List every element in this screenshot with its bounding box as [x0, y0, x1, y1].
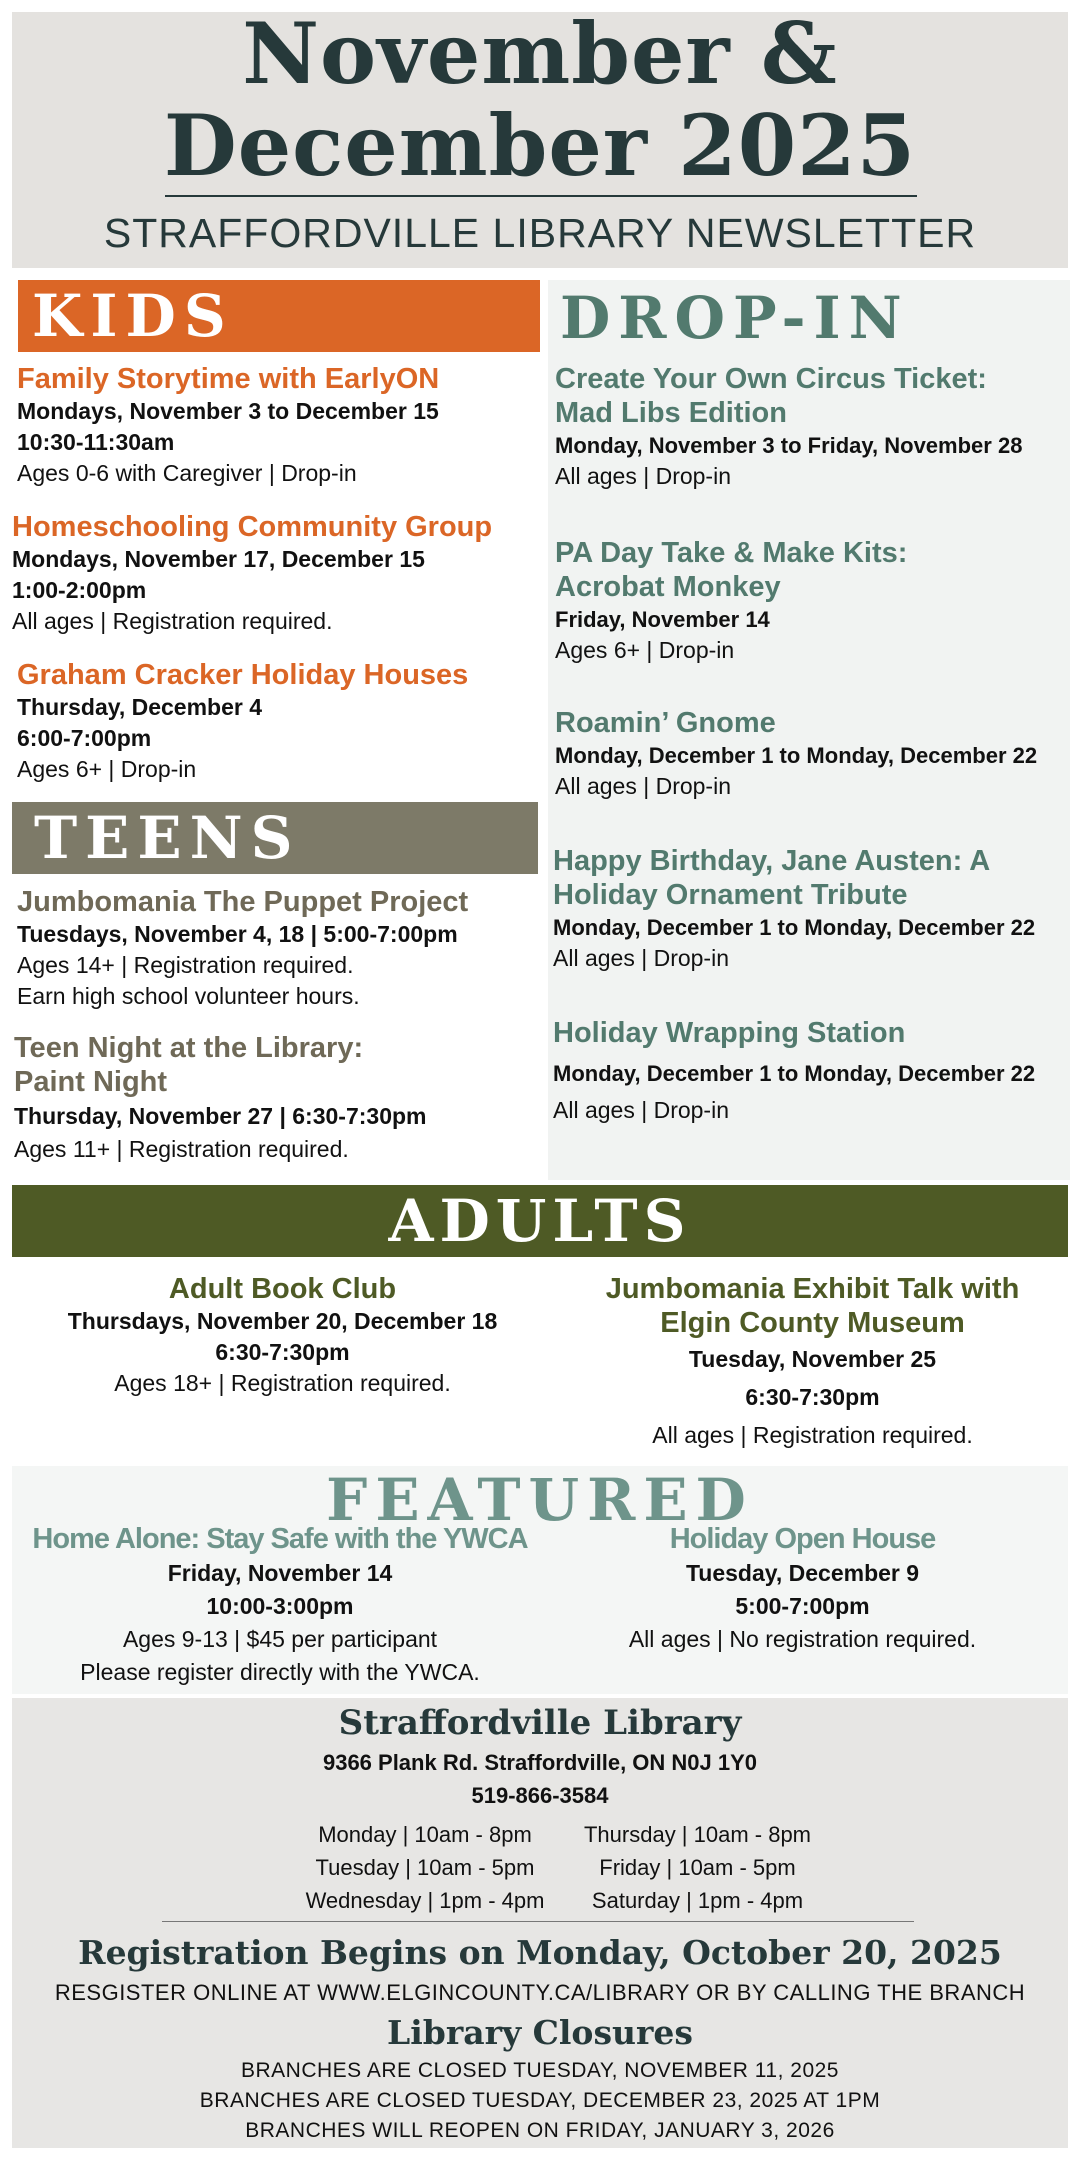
library-name: Straffordville Library: [338, 1703, 742, 1743]
event-date: Friday, November 14: [555, 607, 770, 632]
newsletter-title: November & December 2025: [163, 4, 917, 195]
event-title-line2: Paint Night: [14, 1066, 168, 1098]
event-title-line1: Create Your Own Circus Ticket:: [555, 363, 987, 395]
dropin-event-wrapping-station: [553, 1016, 1067, 1126]
event-title: Adult Book Club: [168, 1273, 397, 1305]
kids-heading: KIDS: [18, 280, 540, 352]
event-details: Ages 6+ | Drop-in: [555, 637, 735, 663]
event-date: Mondays, November 17, December 15: [12, 546, 425, 572]
event-details: All ages | Drop-in: [553, 1097, 729, 1123]
event-title-line2: Acrobat Monkey: [555, 571, 781, 603]
event-title: Family Storytime with EarlyON: [17, 363, 440, 395]
event-time: 6:30-7:30pm: [745, 1384, 880, 1410]
event-details: All ages | Registration required.: [652, 1422, 973, 1448]
title-divider: [165, 195, 917, 197]
event-title-line2: Mad Libs Edition: [555, 397, 787, 429]
closure-item: BRANCHES WILL REOPEN ON FRIDAY, JANUARY 3, 2026: [245, 2119, 835, 2142]
event-details: Ages 18+ | Registration required.: [114, 1370, 451, 1396]
event-details: Ages 6+ | Drop-in: [17, 756, 197, 782]
dropin-event-circus-ticket: [555, 362, 1067, 492]
event-date: Thursday, December 4: [17, 694, 263, 720]
event-title: Jumbomania The Puppet Project: [17, 886, 469, 918]
event-details: All ages | No registration required.: [628, 1626, 977, 1652]
hours-monday: Monday | 10am - 8pm: [318, 1822, 532, 1847]
event-date: Monday, December 1 to Monday, December 22: [553, 915, 1036, 940]
event-title-line1: PA Day Take & Make Kits:: [555, 537, 908, 569]
closure-item: BRANCHES ARE CLOSED TUESDAY, DECEMBER 23, 2025 AT 1PM: [199, 2089, 881, 2112]
event-date: Thursdays, November 20, December 18: [67, 1308, 498, 1334]
closure-item: BRANCHES ARE CLOSED TUESDAY, NOVEMBER 11, 2025: [241, 2059, 839, 2082]
adults-event-book-club: [20, 1272, 545, 1399]
event-date: Tuesday, December 9: [685, 1560, 920, 1586]
event-details: Ages 11+ | Registration required.: [14, 1136, 349, 1162]
event-title: Graham Cracker Holiday Houses: [17, 659, 469, 691]
event-title-line1: Teen Night at the Library:: [14, 1032, 364, 1064]
event-time: 10:30-11:30am: [17, 429, 175, 455]
hours-column-right: [575, 1818, 820, 1917]
dropin-event-pa-day-kits: [555, 536, 1067, 666]
teens-heading: TEENS: [12, 802, 538, 874]
footer-divider: [162, 1921, 914, 1922]
featured-heading: FEATURED: [326, 1466, 754, 1534]
event-date: Thursday, November 27 | 6:30-7:30pm: [14, 1103, 427, 1129]
hours-saturday: Saturday | 1pm - 4pm: [591, 1888, 804, 1913]
teens-event-paint-night: [14, 1031, 538, 1165]
event-time: 5:00-7:00pm: [735, 1593, 870, 1619]
event-date: Tuesdays, November 4, 18 | 5:00-7:00pm: [17, 921, 458, 947]
event-details: Ages 14+ | Registration required.: [17, 952, 354, 978]
event-details: All ages | Drop-in: [553, 945, 729, 971]
registration-text: RESGISTER ONLINE AT WWW.ELGINCOUNTY.CA/LIBRARY OR BY CALLING THE BRANCH: [54, 1980, 1026, 2005]
library-phone: 519-866-3584: [471, 1783, 609, 1808]
dropin-heading: DROP-IN: [560, 284, 910, 352]
event-details: All ages | Registration required.: [12, 608, 333, 634]
event-time: 10:00-3:00pm: [206, 1593, 354, 1619]
event-details: All ages | Drop-in: [555, 463, 731, 489]
event-details: All ages | Drop-in: [555, 773, 731, 799]
featured-event-home-alone: [20, 1522, 540, 1688]
adults-heading: ADULTS: [12, 1185, 1068, 1257]
hours-tuesday: Tuesday | 10am - 5pm: [315, 1855, 535, 1880]
kids-event-storytime: [17, 362, 537, 489]
closures-list: [0, 2056, 1080, 2146]
dropin-event-jane-austen: [553, 844, 1067, 974]
event-time: 1:00-2:00pm: [12, 577, 147, 603]
event-title-line2: Elgin County Museum: [660, 1307, 965, 1339]
closures-title: Library Closures: [387, 2013, 693, 2052]
event-title: Homeschooling Community Group: [12, 511, 493, 543]
event-title: Roamin’ Gnome: [555, 707, 776, 739]
dropin-event-roamin-gnome: [555, 706, 1067, 802]
event-date: Monday, November 3 to Friday, November 28: [555, 433, 1023, 458]
hours-thursday: Thursday | 10am - 8pm: [583, 1822, 812, 1847]
event-title-line2: Holiday Ornament Tribute: [553, 879, 908, 911]
registration-title: Registration Begins on Monday, October 20, 2025: [78, 1933, 1002, 1972]
kids-event-graham-cracker: [17, 658, 537, 785]
event-extra: Please register directly with the YWCA.: [80, 1659, 480, 1685]
event-date: Monday, December 1 to Monday, December 22: [555, 743, 1038, 768]
event-title: Holiday Open House: [669, 1523, 936, 1555]
event-date: Tuesday, November 25: [688, 1346, 937, 1372]
teens-event-puppet-project: [17, 885, 537, 1012]
event-date: Friday, November 14: [167, 1560, 393, 1586]
event-title: Holiday Wrapping Station: [553, 1017, 906, 1049]
hours-column-left: [290, 1818, 560, 1917]
event-details: Ages 0-6 with Caregiver | Drop-in: [17, 460, 357, 486]
newsletter-subtitle: STRAFFORDVILLE LIBRARY NEWSLETTER: [103, 210, 977, 256]
adults-event-exhibit-talk: [555, 1272, 1070, 1454]
event-date: Mondays, November 3 to December 15: [17, 398, 439, 424]
hours-friday: Friday | 10am - 5pm: [599, 1855, 796, 1880]
event-time: 6:30-7:30pm: [215, 1339, 350, 1365]
event-date: Monday, December 1 to Monday, December 22: [553, 1061, 1036, 1086]
library-address: 9366 Plank Rd. Straffordville, ON N0J 1Y0: [322, 1750, 758, 1775]
event-details: Ages 9-13 | $45 per participant: [122, 1626, 438, 1652]
event-time: 6:00-7:00pm: [17, 725, 152, 751]
featured-event-open-house: [545, 1522, 1060, 1655]
event-title-line1: Happy Birthday, Jane Austen: A: [553, 845, 991, 877]
event-title: Home Alone: Stay Safe with the YWCA: [32, 1523, 528, 1555]
hours-wednesday: Wednesday | 1pm - 4pm: [305, 1888, 545, 1913]
event-title-line1: Jumbomania Exhibit Talk with: [605, 1273, 1020, 1305]
event-extra: Earn high school volunteer hours.: [17, 983, 360, 1009]
kids-event-homeschooling: [12, 510, 540, 637]
